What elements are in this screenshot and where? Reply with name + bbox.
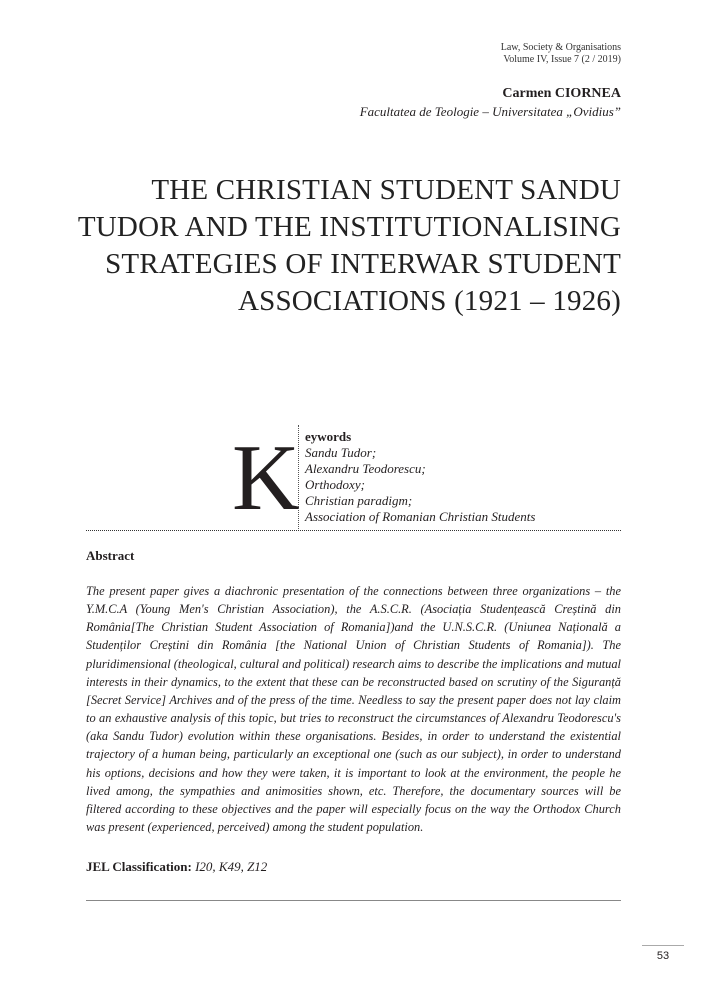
jel-codes: I20, K49, Z12 xyxy=(195,859,268,874)
keywords-divider xyxy=(86,530,621,531)
title-line: THE CHRISTIAN STUDENT SANDU xyxy=(151,174,621,206)
journal-name: Law, Society & Organisations xyxy=(500,42,621,53)
journal-header xyxy=(501,42,621,66)
keyword-item: Orthodoxy; xyxy=(305,477,365,492)
keyword-item: Alexandru Teodorescu; xyxy=(305,461,426,476)
keyword-item: Sandu Tudor; xyxy=(305,445,377,460)
keywords-block xyxy=(232,425,652,529)
author-block xyxy=(360,85,621,120)
title-line: TUDOR AND THE INSTITUTIONALISING xyxy=(77,211,621,243)
paper-title xyxy=(61,172,621,320)
author-name: Carmen CIORNEA xyxy=(502,86,621,101)
abstract-heading: Abstract xyxy=(86,548,135,563)
keywords-heading: eywords xyxy=(305,429,352,444)
journal-issue: Volume IV, Issue 7 (2 / 2019) xyxy=(503,54,621,65)
keyword-item: Association of Romanian Christian Students xyxy=(305,509,536,524)
title-line: STRATEGIES OF INTERWAR STUDENT xyxy=(105,248,621,280)
page-number: 53 xyxy=(656,950,670,962)
author-affiliation: Facultatea de Teologie – Universitatea „Ovidius” xyxy=(359,104,621,119)
jel-label: JEL Classification: xyxy=(86,859,192,874)
section-divider xyxy=(86,900,621,901)
keyword-item: Christian paradigm; xyxy=(305,493,413,508)
title-line: ASSOCIATIONS (1921 – 1926) xyxy=(237,285,621,317)
keywords-dropcap: K xyxy=(232,426,300,530)
page-number-rule xyxy=(642,945,684,946)
abstract-text: The present paper gives a diachronic presentation of the connections between three organizations – the Y.M.C.A (Young Men's Christian Association), the A.S.C.R. (Asociația Studențească Creștină din România[The Christian Student Association of Romania])and the U.N.S.C.R. (Uniunea Națională a Studenților Creștini din România [the National Union of Christian Students of Romania]). The pluridimensional (theological, cultural and political) research aims to describe the implications and mutual interests in their dynamics, to the extent that these can be reconstructed based on scrutiny of the Siguranță [Secret Service] Archives and of the press of the time. Needless to say the present paper does not lay claim to an exhaustive analysis of this topic, but tries to reconstruct the circumstances of Alexandru Teodorescu's (aka Sandu Tudor) evolution within these organisations. Besides, in order to understand the existential trajectory of a human being, particularly an exceptional one (such as our subject), in order to understand his options, decisions and how they were taken, it is important to look at the environment, the people he lived among, the sympathies and animosities shown, etc. Therefore, the documentary sources will be filtered according to these objectives and the paper will especially focus on the way the Orthodox Church was present (experienced, perceived) among the student population. xyxy=(86,584,621,835)
keywords-list xyxy=(298,425,535,529)
jel-classification xyxy=(86,859,267,875)
